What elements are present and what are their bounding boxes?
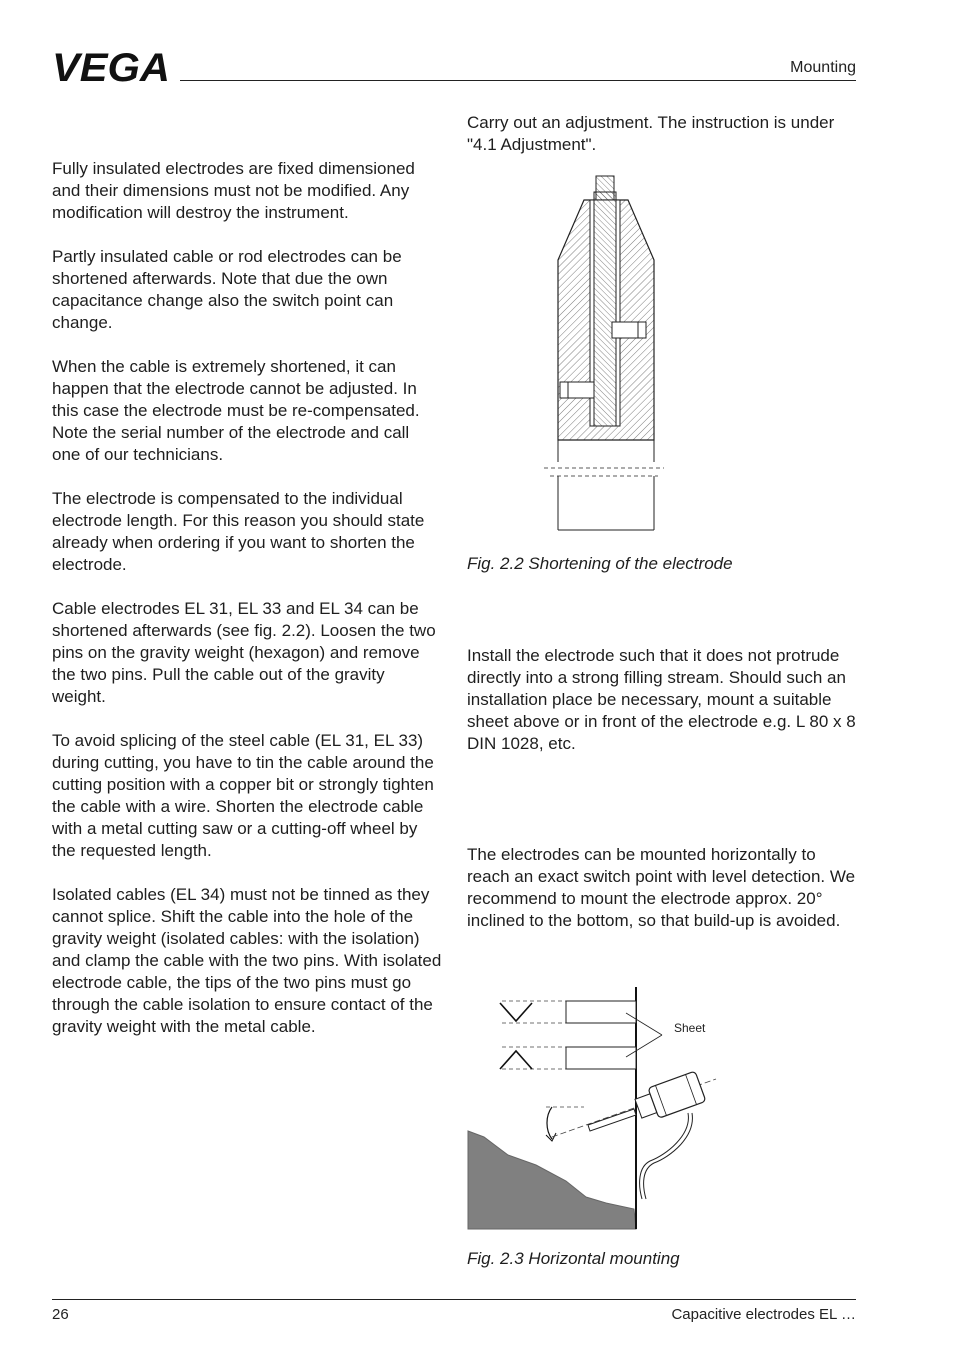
- paragraph: Carry out an adjustment. The instruction is under "4.1 Adjustment".: [467, 113, 835, 154]
- page-number: 26: [52, 1306, 69, 1323]
- section-title: Mounting: [790, 59, 856, 76]
- paragraph: Isolated cables (EL 34) must not be tinned as they cannot splice. Shift the cable into the hole of the gravity weight (isolated cables: with the isolation) and clamp the cable with the two pins. With isolated electrode cable, the tips of the two pins must go through the cable isolation to ensure contact of the gravity weight with the metal cable.: [52, 885, 442, 1036]
- install-instruction: [467, 645, 859, 777]
- paragraph: To avoid splicing of the steel cable (EL 31, EL 33) during cutting, you have to tin the cable around the cutting position with a copper bit or strongly tighten the cable with a wire. Shorten the electrode cable with a metal cutting saw or a cutting-off wheel by the requested length.: [52, 731, 434, 860]
- header-rule: [180, 80, 856, 81]
- logo-text: VEGA: [52, 50, 170, 84]
- sheet-label: Sheet: [674, 1021, 706, 1035]
- figure-shortening-electrode: [540, 172, 670, 537]
- paragraph: When the cable is extremely shortened, it can happen that the electrode cannot be adjusted. In this case the electrode must be re-compensated. Note the serial number of the electrode and call one of our technicians.: [52, 357, 420, 464]
- paragraph: Cable electrodes EL 31, EL 33 and EL 34 can be shortened afterwards (see fig. 2.2). Loosen the two pins on the gravity weight (hexagon) and remove the two pins. Pull the cable out of the gravity weight.: [52, 599, 436, 706]
- figure-horizontal-mounting: [466, 985, 726, 1233]
- adjustment-note: [467, 112, 857, 178]
- paragraph: Fully insulated electrodes are fixed dimensioned and their dimensions must not be modified. Any modification will destroy the instrument.: [52, 159, 415, 222]
- left-column: [52, 158, 442, 1060]
- vega-logo: [52, 50, 170, 84]
- paragraph: The electrodes can be mounted horizontally to reach an exact switch point with level detection. We recommend to mount the electrode approx. 20° inclined to the bottom, so that build-up is avoided.: [467, 845, 856, 930]
- horizontal-mounting-text: [467, 844, 859, 954]
- paragraph: Install the electrode such that it does not protrude directly into a strong filling stream. Should such an installation place be necessary, mount a suitable sheet above or in front of the electrode e.g. L 80 x 8 DIN 1028, etc.: [467, 646, 856, 753]
- paragraph: The electrode is compensated to the individual electrode length. For this reason you should state already when ordering if you want to shorten the electrode.: [52, 489, 425, 574]
- footer-rule: [52, 1299, 856, 1300]
- paragraph: Partly insulated cable or rod electrodes can be shortened afterwards. Note that due the own capacitance change also the switch point can change.: [52, 247, 402, 332]
- document-title: Capacitive electrodes EL …: [671, 1306, 856, 1323]
- figure-caption: Fig. 2.2 Shortening of the electrode: [467, 554, 733, 573]
- figure-caption: Fig. 2.3 Horizontal mounting: [467, 1249, 680, 1268]
